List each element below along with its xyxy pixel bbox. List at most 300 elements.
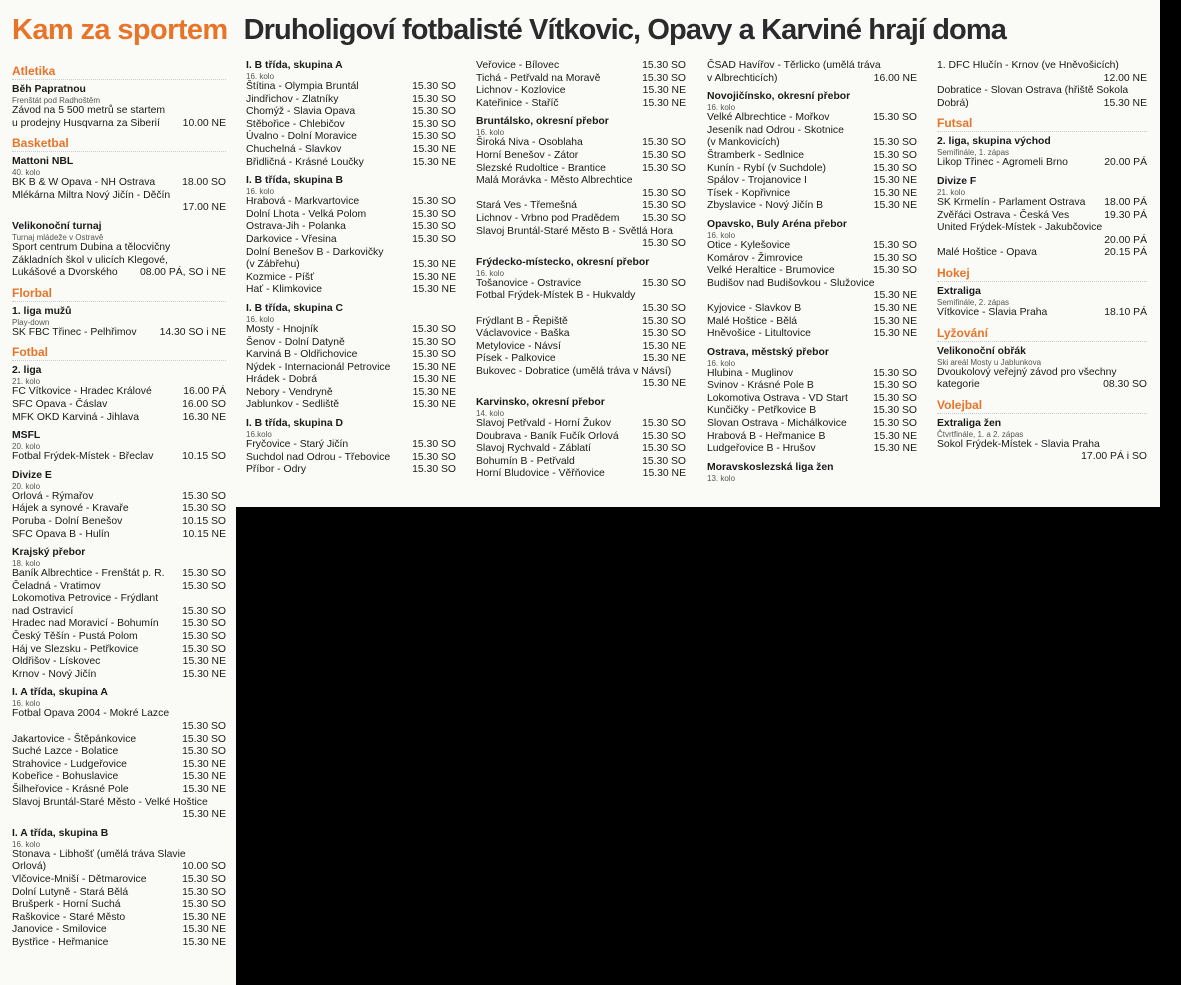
schedule-row bbox=[12, 924, 226, 937]
group-title: Moravskoslezská liga žen bbox=[707, 461, 834, 473]
match-text: Úvalno - Dolní Moravice bbox=[246, 131, 357, 143]
schedule-row bbox=[12, 937, 226, 950]
schedule-row bbox=[476, 328, 686, 341]
match-time: 15.30 SO bbox=[412, 233, 456, 245]
schedule-row bbox=[937, 60, 1147, 85]
group-title: 2. liga bbox=[12, 365, 42, 377]
group-title: Opavsko, Buly Aréna přebor bbox=[707, 218, 847, 230]
group-subtitle: 16. kolo bbox=[246, 72, 275, 81]
match-text: SK Krmelín - Parlament Ostrava bbox=[937, 196, 1086, 208]
match-text: Janovice - Smilovice bbox=[12, 924, 107, 936]
group-subtitle: Semifinále, 1. zápas bbox=[937, 148, 1010, 158]
match-time: 15.30 SO bbox=[642, 137, 686, 149]
schedule-row bbox=[12, 899, 226, 912]
schedule-row bbox=[476, 226, 686, 251]
event-group bbox=[707, 91, 917, 213]
event-group bbox=[937, 136, 1147, 170]
schedule-row bbox=[937, 379, 1147, 392]
schedule-row bbox=[246, 106, 456, 119]
match-text: Velké Albrechtice - Mořkov bbox=[707, 112, 830, 124]
match-text: Český Těšín - Pustá Polom bbox=[12, 631, 138, 643]
match-time: 15.30 NE bbox=[182, 771, 226, 783]
match-time: 15.30 SO bbox=[642, 430, 686, 442]
group-subtitle: 13. kolo bbox=[707, 473, 736, 483]
match-time: 15.30 SO bbox=[873, 137, 917, 149]
schedule-row bbox=[707, 125, 917, 138]
match-text: Stará Ves - Třemešná bbox=[476, 200, 577, 212]
schedule-row bbox=[937, 247, 1147, 260]
schedule-row bbox=[246, 272, 456, 285]
match-time: 15.30 SO bbox=[642, 328, 686, 340]
schedule-row bbox=[707, 431, 917, 444]
match-text: Jeseník nad Odrou - Skotnice bbox=[707, 124, 844, 136]
match-text: Horní Benešov - Zátor bbox=[476, 149, 579, 161]
group-title: 1. liga mužů bbox=[12, 305, 72, 317]
match-time: 15.30 SO bbox=[182, 580, 226, 592]
group-subtitle: 16. kolo bbox=[246, 314, 275, 324]
match-text: nad Ostravicí bbox=[12, 605, 74, 617]
match-text: Veřovice - Bílovec bbox=[476, 60, 560, 71]
match-text: Lichnov - Vrbno pod Pradědem bbox=[476, 212, 620, 224]
event-group bbox=[707, 347, 917, 456]
headline: Druholigoví fotbalisté Vítkovic, Opavy a Karviné hrají doma bbox=[243, 14, 1006, 46]
group-subtitle: 40. kolo bbox=[12, 168, 41, 178]
schedule-row bbox=[12, 606, 226, 619]
schedule-row bbox=[12, 669, 226, 682]
match-text: Otice - Kylešovice bbox=[707, 239, 791, 251]
group-subtitle: Čtvrtfinále, 1. a 2. zápas bbox=[937, 429, 1024, 439]
match-text: (v Zábřehu) bbox=[246, 259, 300, 271]
match-time: 14.30 SO i NE bbox=[159, 326, 226, 338]
schedule-row bbox=[246, 349, 456, 362]
schedule-row bbox=[246, 464, 456, 477]
match-time: 15.30 SO bbox=[873, 367, 917, 379]
schedule-row bbox=[12, 618, 226, 631]
schedule-row bbox=[937, 210, 1147, 223]
match-text: Slavoj Bruntál-Staré Město B - Světlá Hora bbox=[476, 225, 673, 237]
match-time: 15.30 SO bbox=[873, 418, 917, 430]
match-text: Zvěřáci Ostrava - Česká Ves bbox=[937, 209, 1070, 221]
match-text: Horní Bludovice - Věřňovice bbox=[476, 468, 605, 480]
schedule-row bbox=[707, 188, 917, 201]
match-text: Komárov - Žimrovice bbox=[707, 252, 803, 264]
group-subtitle: 16. kolo bbox=[707, 103, 736, 113]
match-time: 15.30 SO bbox=[642, 187, 686, 199]
match-text: Orlová - Rýmařov bbox=[12, 490, 94, 502]
schedule-row bbox=[476, 341, 686, 354]
match-text: Lichnov - Kozlovice bbox=[476, 85, 566, 97]
group-subtitle: Semifinále, 2. zápas bbox=[937, 297, 1010, 307]
group-subtitle: Turnaj mládeže v Ostravě bbox=[12, 232, 104, 242]
event-group bbox=[476, 60, 686, 110]
match-text: u prodejny Husqvarna za Siberií bbox=[12, 117, 160, 129]
schedule-row bbox=[476, 73, 686, 86]
match-time: 16.00 NE bbox=[873, 72, 917, 84]
schedule-row bbox=[707, 265, 917, 278]
match-time: 16.30 NE bbox=[182, 411, 226, 423]
schedule-row bbox=[246, 337, 456, 350]
group-title: Novojičínsko, okresní přebor bbox=[707, 91, 851, 103]
match-text: Bohumín B - Petřvald bbox=[476, 455, 575, 467]
match-text: Šilheřovice - Krásné Pole bbox=[12, 784, 129, 795]
schedule-row bbox=[12, 327, 226, 340]
schedule-row bbox=[12, 771, 226, 784]
match-time: 15.30 SO bbox=[642, 238, 686, 250]
schedule-row bbox=[246, 439, 456, 452]
match-time: 15.30 SO bbox=[182, 503, 226, 515]
match-text: FC Vítkovice - Hradec Králové bbox=[12, 386, 152, 398]
event-group bbox=[246, 60, 456, 169]
group-title: MSFL bbox=[12, 430, 41, 442]
match-text: United Frýdek-Místek - Jakubčovice bbox=[937, 222, 1103, 234]
schedule-row bbox=[12, 734, 226, 747]
match-text: Hať - Klimkovice bbox=[246, 284, 323, 296]
match-time: 15.30 SO bbox=[182, 631, 226, 643]
schedule-row bbox=[707, 316, 917, 329]
match-text: Slavoj Rychvald - Záblatí bbox=[476, 443, 591, 455]
match-time: 15.30 SO bbox=[182, 873, 226, 885]
match-text: Tichá - Petřvald na Moravě bbox=[476, 72, 601, 84]
match-time: 15.30 SO bbox=[182, 733, 226, 745]
group-subtitle: 16. kolo bbox=[476, 128, 505, 138]
schedule-row bbox=[246, 94, 456, 107]
match-time: 15.30 SO bbox=[412, 208, 456, 220]
match-text: Hlubina - Muglinov bbox=[707, 367, 794, 379]
match-text: Tošanovice - Ostravice bbox=[476, 277, 582, 289]
match-time: 15.30 SO bbox=[412, 464, 456, 476]
schedule-row bbox=[246, 209, 456, 222]
match-text: Bukovec - Dobratice (umělá tráva v Návsí) bbox=[476, 365, 672, 377]
event-group bbox=[12, 430, 226, 464]
group-title: Divize F bbox=[937, 175, 977, 187]
match-time: 15.30 NE bbox=[412, 386, 456, 398]
match-text: Hradec nad Moravicí - Bohumín bbox=[12, 618, 159, 630]
group-title: Karvinsko, okresní přebor bbox=[476, 397, 605, 409]
match-time: 15.30 SO bbox=[412, 118, 456, 130]
group-subtitle: 20. kolo bbox=[12, 442, 41, 452]
header-kicker: Kam za sportem bbox=[12, 14, 228, 46]
match-text: Chomýž - Slavia Opava bbox=[246, 106, 356, 118]
schedule-row bbox=[246, 387, 456, 400]
group-subtitle: 16. kolo bbox=[476, 268, 505, 278]
match-time: 15.30 NE bbox=[412, 399, 456, 411]
match-text: v Albrechticích) bbox=[707, 72, 778, 84]
match-time: 15.30 NE bbox=[873, 200, 917, 212]
match-text: Oldřišov - Lískovec bbox=[12, 656, 101, 668]
match-text: MFK OKD Karviná - Jihlava bbox=[12, 411, 140, 423]
match-text: Jindřichov - Zlatníky bbox=[246, 93, 339, 105]
match-time: 10.00 NE bbox=[182, 117, 226, 129]
schedule-row bbox=[476, 213, 686, 226]
match-text: Fotbal Frýdek-Místek B - Hukvaldy bbox=[476, 290, 636, 302]
schedule-row bbox=[246, 324, 456, 337]
group-subtitle: 16. kolo bbox=[12, 839, 41, 849]
match-text: BK B & W Opava - NH Ostrava bbox=[12, 177, 156, 189]
schedule-row bbox=[476, 150, 686, 163]
event-group bbox=[707, 219, 917, 341]
match-text: Háj ve Slezsku - Petřkovice bbox=[12, 643, 139, 655]
group-subtitle: 21. kolo bbox=[937, 187, 966, 197]
match-text: SFC Opava B - Hulín bbox=[12, 528, 110, 540]
group-title: Frýdecko-místecko, okresní přebor bbox=[476, 256, 650, 268]
group-title: Mattoni NBL bbox=[12, 156, 74, 168]
schedule-row bbox=[476, 60, 686, 73]
match-time: 15.30 SO bbox=[873, 252, 917, 264]
group-title: I. B třída, skupina A bbox=[246, 60, 343, 71]
schedule-row bbox=[12, 656, 226, 669]
group-subtitle: 16. kolo bbox=[707, 358, 736, 368]
match-time: 15.30 NE bbox=[642, 353, 686, 365]
match-time: 15.30 SO bbox=[182, 899, 226, 911]
match-text: Jablunkov - Sedliště bbox=[246, 399, 339, 411]
match-time: 15.30 SO bbox=[642, 277, 686, 289]
match-time: 15.30 SO bbox=[873, 380, 917, 392]
match-time: 15.30 NE bbox=[873, 290, 917, 302]
schedule-row bbox=[12, 581, 226, 594]
schedule-row bbox=[476, 175, 686, 200]
group-subtitle: 14. kolo bbox=[476, 409, 505, 419]
match-time: 15.30 NE bbox=[873, 315, 917, 327]
match-text: ČSAD Havířov - Těrlicko (umělá tráva bbox=[707, 60, 881, 71]
schedule-row bbox=[12, 386, 226, 399]
event-group bbox=[476, 257, 686, 391]
match-time: 15.30 SO bbox=[642, 315, 686, 327]
group-subtitle: Frenštát pod Radhoštěm bbox=[12, 96, 101, 105]
match-text: Malé Hoštice - Opava bbox=[937, 247, 1037, 259]
match-time: 15.30 SO bbox=[182, 643, 226, 655]
group-title: Běh Papratnou bbox=[12, 84, 86, 95]
schedule-row bbox=[12, 177, 226, 190]
match-text: Dolní Benešov B - Darkovičky bbox=[246, 246, 384, 258]
match-text: Hrádek - Dobrá bbox=[246, 374, 318, 386]
match-time: 15.30 SO bbox=[642, 443, 686, 455]
match-time: 15.30 SO bbox=[642, 200, 686, 212]
schedule-row bbox=[476, 353, 686, 366]
match-text: Šenov - Dolní Datyně bbox=[246, 336, 345, 348]
match-time: 15.30 SO bbox=[873, 239, 917, 251]
schedule-row bbox=[246, 452, 456, 465]
match-time: 15.30 NE bbox=[412, 156, 456, 168]
group-title: I. B třída, skupina C bbox=[246, 302, 343, 314]
match-text: 1. DFC Hlučín - Krnov (ve Hněvošicích) bbox=[937, 60, 1119, 71]
match-text: Jakartovice - Štěpánkovice bbox=[12, 733, 137, 745]
match-text: Orlová) bbox=[12, 861, 47, 873]
match-time: 15.30 SO bbox=[412, 81, 456, 92]
match-text: Mosty - Hnojník bbox=[246, 323, 319, 335]
event-group bbox=[246, 303, 456, 412]
group-title: Velikonoční turnaj bbox=[12, 220, 102, 232]
schedule-row bbox=[12, 529, 226, 542]
match-text: Baník Albrechtice - Frenštát p. R. bbox=[12, 568, 165, 580]
event-group bbox=[937, 176, 1147, 260]
schedule-row bbox=[937, 98, 1147, 111]
match-text: (v Mankovicích) bbox=[707, 137, 780, 149]
match-time: 15.30 SO bbox=[412, 131, 456, 143]
schedule-row bbox=[707, 200, 917, 213]
section-heading: Futsal bbox=[937, 116, 1147, 132]
schedule-row bbox=[476, 443, 686, 456]
match-time: 15.30 NE bbox=[412, 143, 456, 155]
event-group bbox=[12, 221, 226, 280]
column-1 bbox=[12, 60, 226, 956]
match-time: 15.30 NE bbox=[182, 758, 226, 770]
match-time: 18.00 PÁ bbox=[1104, 196, 1147, 208]
match-text: Fotbal Frýdek-Místek - Břeclav bbox=[12, 451, 154, 463]
match-time: 15.30 NE bbox=[182, 668, 226, 680]
match-time: 15.30 NE bbox=[642, 468, 686, 480]
match-time: 15.30 SO bbox=[642, 149, 686, 161]
schedule-row bbox=[12, 861, 226, 874]
match-text: Stěbořice - Chlebičov bbox=[246, 118, 345, 130]
schedule-row bbox=[12, 105, 226, 118]
match-text: Kunčičky - Petřkovice B bbox=[707, 405, 817, 417]
match-text: Strahovice - Ludgeřovice bbox=[12, 758, 127, 770]
match-time: 15.30 SO bbox=[182, 886, 226, 898]
match-text: Hněvošice - Litultovice bbox=[707, 328, 811, 340]
schedule-row bbox=[476, 418, 686, 431]
match-text: Dolní Lhota - Velká Polom bbox=[246, 208, 367, 220]
match-text: Brušperk - Horní Suchá bbox=[12, 899, 121, 911]
match-text: Slavoj Bruntál-Staré Město - Velké Hoštice bbox=[12, 796, 208, 808]
match-text: Krnov - Nový Jičín bbox=[12, 668, 97, 680]
schedule-row bbox=[707, 60, 917, 73]
column-4 bbox=[707, 60, 917, 489]
schedule-row bbox=[12, 491, 226, 504]
schedule-row bbox=[12, 451, 226, 464]
match-text: Fryčovice - Starý Jičín bbox=[246, 439, 349, 451]
schedule-row bbox=[707, 175, 917, 188]
schedule-row bbox=[476, 85, 686, 98]
match-time: 15.30 NE bbox=[412, 374, 456, 386]
group-subtitle: 21. kolo bbox=[12, 377, 41, 387]
schedule-row bbox=[707, 443, 917, 456]
schedule-row bbox=[12, 644, 226, 657]
match-text: Lokomotiva Petrovice - Frýdlant bbox=[12, 593, 159, 605]
schedule-row bbox=[707, 278, 917, 303]
event-group bbox=[937, 60, 1147, 110]
group-title: Divize E bbox=[12, 469, 52, 481]
match-time: 15.30 SO bbox=[182, 490, 226, 502]
schedule-row bbox=[12, 399, 226, 412]
schedule-row bbox=[707, 112, 917, 125]
match-time: 17.00 PÁ i SO bbox=[1081, 451, 1147, 463]
section-heading: Basketbal bbox=[12, 136, 226, 152]
match-text: Likop Třinec - Agromeli Brno bbox=[937, 157, 1068, 169]
match-text: Doubrava - Baník Fučík Orlová bbox=[476, 430, 619, 442]
schedule-row bbox=[707, 303, 917, 316]
match-text: Malá Morávka - Město Albrechtice bbox=[476, 175, 633, 187]
match-time: 15.30 NE bbox=[642, 85, 686, 97]
match-time: 15.30 SO bbox=[412, 106, 456, 118]
schedule-row bbox=[476, 431, 686, 444]
schedule-row bbox=[476, 366, 686, 391]
match-time: 15.30 NE bbox=[182, 911, 226, 923]
match-time: 08.00 PÁ, SO i NE bbox=[139, 267, 226, 279]
group-subtitle: 16.kolo bbox=[246, 430, 272, 440]
event-group bbox=[12, 365, 226, 424]
match-text: Kateřinice - Staříč bbox=[476, 97, 559, 109]
match-text: Dobratice - Slovan Ostrava (hřiště Sokola bbox=[937, 85, 1129, 97]
match-time: 20.15 PÁ bbox=[1104, 247, 1147, 259]
match-text: Sport centrum Dubina a tělocvičny bbox=[12, 241, 171, 253]
match-text: Metylovice - Návsí bbox=[476, 340, 561, 352]
match-text: Hájek a synové - Kravaře bbox=[12, 503, 129, 515]
schedule-row bbox=[246, 362, 456, 375]
group-title: I. A třída, skupina B bbox=[12, 827, 109, 839]
section-heading: Atletika bbox=[12, 64, 226, 80]
match-text: SK FBC Třinec - Pelhřimov bbox=[12, 326, 137, 338]
match-time: 15.30 SO bbox=[182, 618, 226, 630]
schedule-row bbox=[246, 374, 456, 387]
match-time: 15.30 NE bbox=[412, 284, 456, 296]
schedule-row bbox=[476, 290, 686, 315]
schedule-row bbox=[476, 278, 686, 291]
group-title: Ostrava, městský přebor bbox=[707, 346, 829, 358]
match-text: SFC Opava - Čáslav bbox=[12, 398, 108, 410]
schedule-row bbox=[707, 368, 917, 381]
group-subtitle: 16. kolo bbox=[707, 230, 736, 240]
match-time: 15.30 NE bbox=[642, 340, 686, 352]
schedule-row bbox=[246, 399, 456, 412]
match-time: 15.30 NE bbox=[873, 175, 917, 187]
match-text: Vítkovice - Slavia Praha bbox=[937, 306, 1048, 318]
schedule-row bbox=[476, 468, 686, 481]
match-time: 15.30 SO bbox=[642, 302, 686, 314]
match-text: Sokol Frýdek-Místek - Slavia Praha bbox=[937, 438, 1100, 450]
event-group bbox=[12, 84, 226, 130]
match-time: 15.30 NE bbox=[873, 430, 917, 442]
schedule-row bbox=[476, 456, 686, 469]
schedule-row bbox=[707, 73, 917, 86]
schedule-row bbox=[937, 307, 1147, 320]
section-heading: Hokej bbox=[937, 266, 1147, 282]
match-text: Dobrá) bbox=[937, 97, 969, 109]
schedule-row bbox=[476, 137, 686, 150]
match-text: Nebory - Vendryně bbox=[246, 386, 333, 398]
match-time: 10.00 SO bbox=[182, 861, 226, 873]
match-text: Mlékárna Miltra Nový Jičín - Děčín bbox=[12, 189, 171, 201]
group-subtitle: 20. kolo bbox=[12, 481, 41, 491]
event-group bbox=[246, 418, 456, 477]
match-text: Vlčovice-Mniší - Dětmarovice bbox=[12, 873, 147, 885]
match-time: 15.30 NE bbox=[412, 259, 456, 271]
match-time: 15.30 NE bbox=[873, 187, 917, 199]
section-heading: Fotbal bbox=[12, 345, 226, 361]
schedule-row bbox=[476, 98, 686, 111]
match-text: Fotbal Opava 2004 - Mokré Lazce bbox=[12, 708, 170, 720]
match-text: Stonava - Libhošť (umělá tráva Slavie bbox=[12, 848, 186, 860]
group-subtitle: 16. kolo bbox=[12, 699, 41, 709]
event-group bbox=[707, 60, 917, 85]
column-2 bbox=[246, 60, 456, 483]
schedule-row bbox=[12, 784, 226, 797]
event-group bbox=[937, 286, 1147, 320]
match-time: 15.30 SO bbox=[412, 349, 456, 361]
match-time: 15.30 SO bbox=[873, 392, 917, 404]
match-text: Suchdol nad Odrou - Třebovice bbox=[246, 451, 391, 463]
schedule-row bbox=[476, 200, 686, 213]
match-time: 15.30 NE bbox=[182, 936, 226, 948]
schedule-row bbox=[937, 157, 1147, 170]
match-time: 15.30 SO bbox=[873, 149, 917, 161]
schedule-row bbox=[246, 157, 456, 170]
match-time: 18.00 SO bbox=[182, 177, 226, 189]
match-text: Darkovice - Vřesina bbox=[246, 233, 337, 245]
match-time: 15.30 NE bbox=[1103, 97, 1147, 109]
match-text: Závod na 5 500 metrů se startem bbox=[12, 105, 166, 116]
group-title: I. B třída, skupina D bbox=[246, 418, 343, 430]
match-time: 10.15 NE bbox=[182, 528, 226, 540]
